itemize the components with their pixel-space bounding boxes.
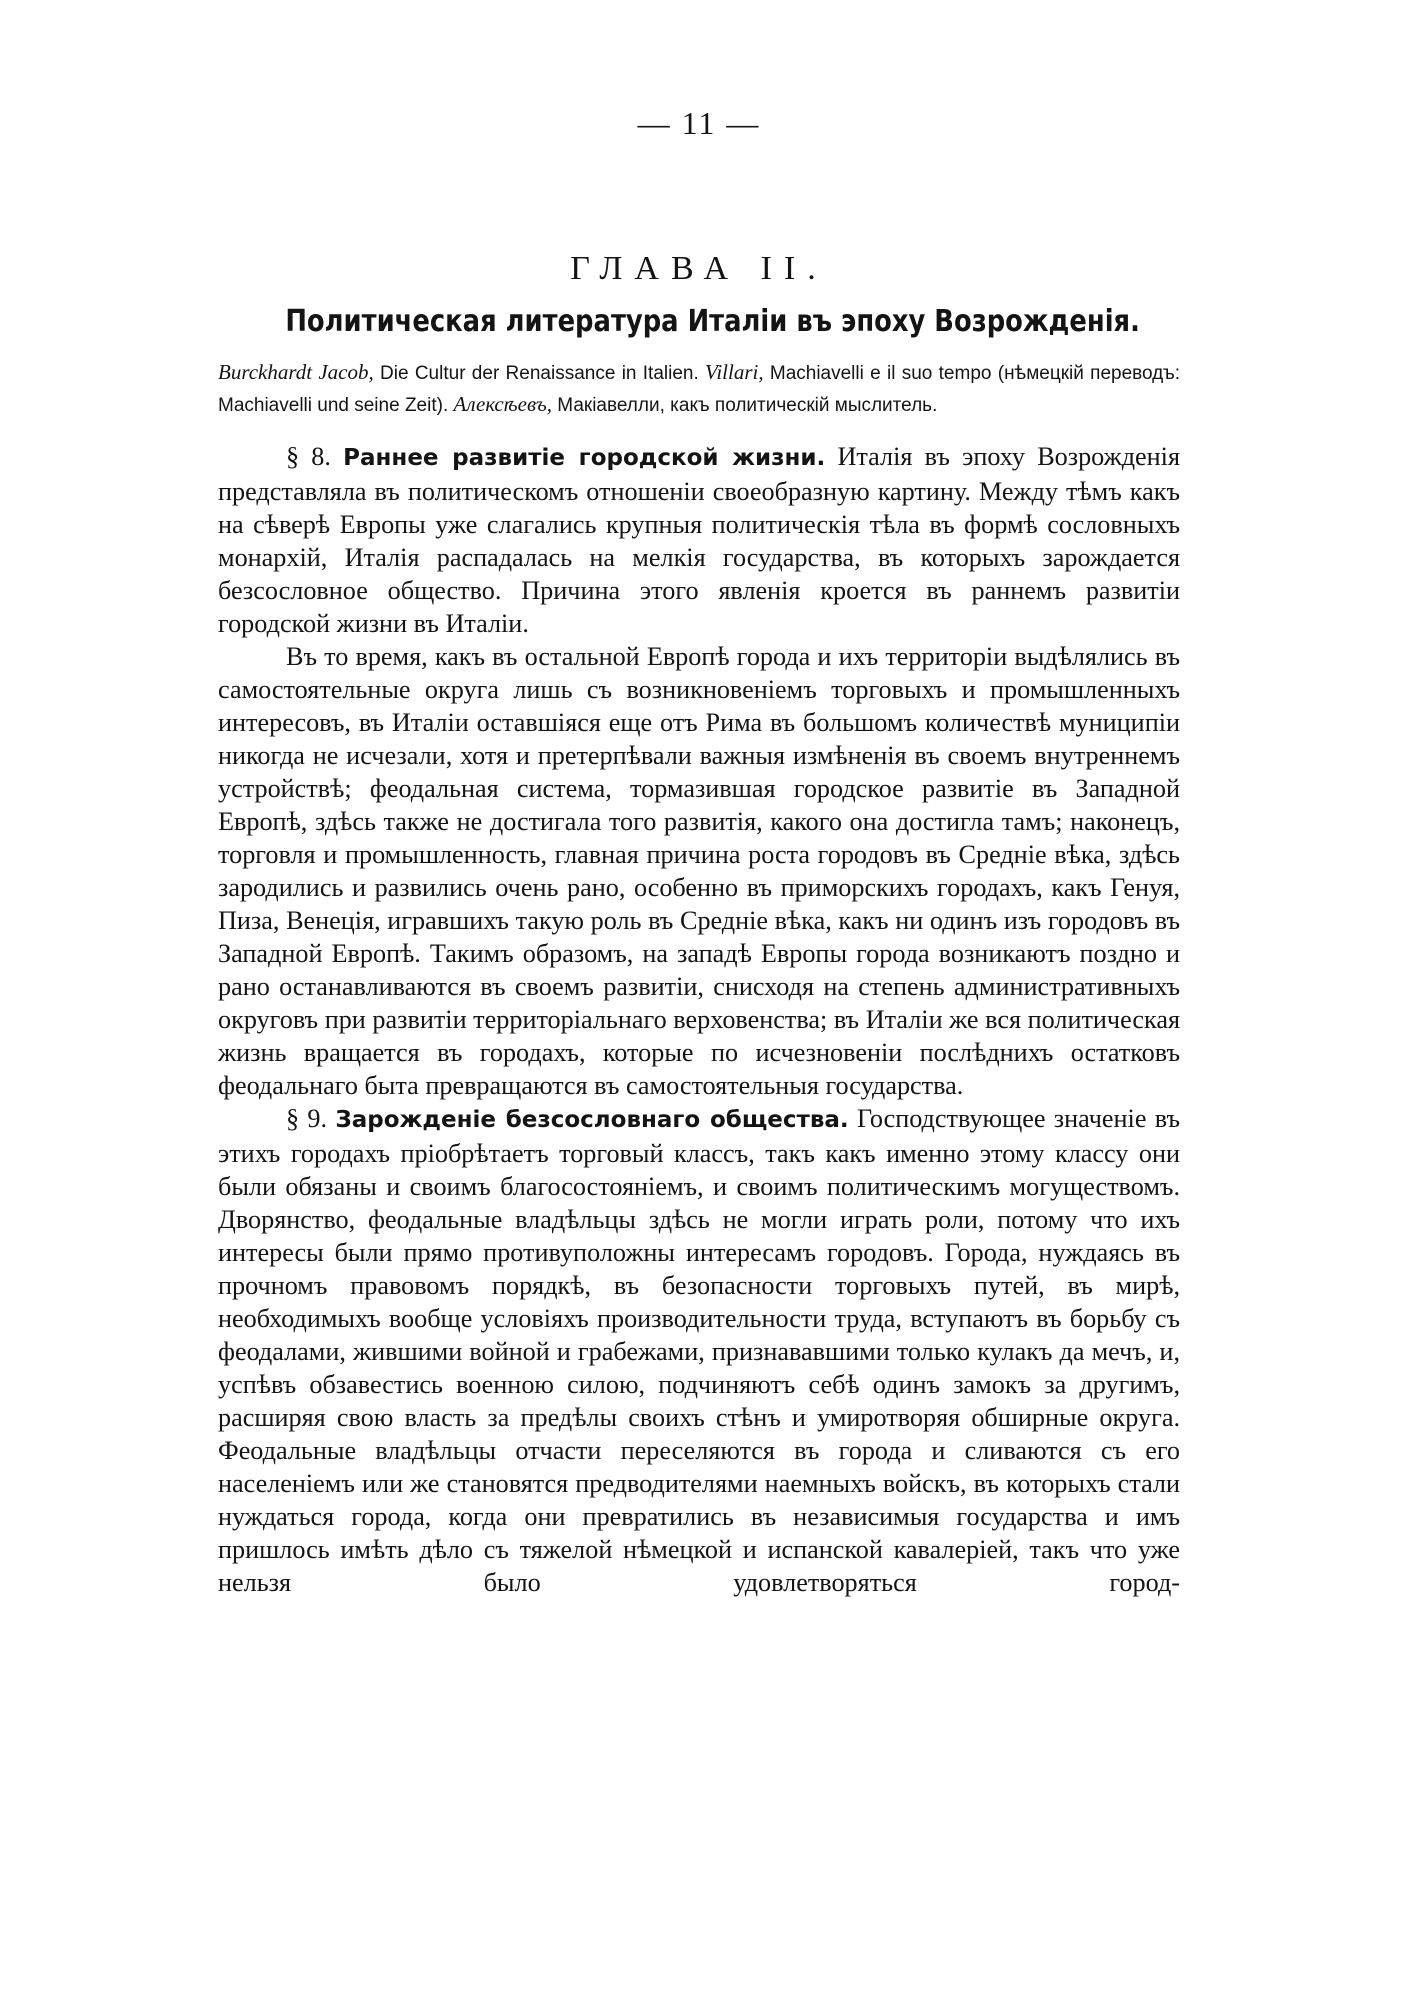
section-8-paragraph-2: Въ то время, какъ въ остальной Европѣ города и ихъ территоріи выдѣлялись въ самостоятельные округа лишь съ возникновеніемъ торговыхъ и промышленныхъ интересовъ, въ Италіи оставшіяся еще отъ Рима въ большомъ количествѣ муниципіи никогда не исчезали, хотя и претерпѣвали важныя измѣненія въ своемъ внутреннемъ устройствѣ; феодальная система, тормазившая городское развитіе въ Западной Европѣ, здѣсь также не достигала того развитія, какого она достигла тамъ; наконецъ, торговля и промышленность, главная причина роста городовъ въ Средніе вѣка, здѣсь зародились и развились очень рано, особенно въ приморскихъ городахъ, какъ Генуя, Пиза, Венеція, игравшихъ такую роль въ Средніе вѣка, какъ ни одинъ изъ городовъ въ Западной Европѣ. Такимъ образомъ, на западѣ Европы города возникаютъ поздно и рано останавливаются въ своемъ развитіи, снисходя на степень административныхъ округовъ при развитіи территоріальнаго верховенства; въ Италіи же вся политическая жизнь вращается въ городахъ, которые по исчезновеніи послѣднихъ остатковъ феодальнаго быта превращаются въ самостоятельныя государства. (218, 642, 1180, 1100)
chapter-label: ГЛАВА II. (570, 250, 828, 287)
bibliography (218, 357, 1180, 421)
bibliography-author-alekseev: Алексѣевъ, (453, 392, 552, 416)
section-8-number: § 8. (286, 442, 344, 471)
chapter-title: Политическая литература Италіи въ эпоху Возрожденія. (285, 304, 1140, 339)
section-9-title: Зарожденіе безсословнаго общества. (335, 1107, 849, 1133)
section-9-text-1: Господствующее значеніе въ этихъ городахъ пріобрѣтаетъ торговый классъ, такъ какъ именно этому классу они были обязаны и своимъ благосостояніемъ, и своимъ политическимъ могуществомъ. Дворянство, феодальные владѣльцы здѣсь не могли играть роли, потому что ихъ интересы были прямо противуположны интересамъ городовъ. Города, нуждаясь въ прочномъ правовомъ порядкѣ, въ безопасности торговыхъ путей, въ мирѣ, необходимыхъ вообще условіяхъ производительности труда, вступаютъ въ борьбу съ феодалами, жившими войной и грабежами, признававшими только кулакъ да мечъ, и, успѣвъ обзавестись военною силою, подчиняютъ себѣ одинъ замокъ за другимъ, расширяя свою власть за предѣлы своихъ стѣнъ и умиротворяя обширные округа. Феодальные владѣльцы отчасти переселяются въ города и сливаются съ его населеніемъ или же становятся предводителями наемныхъ войскъ, въ которыхъ стали нуждаться города, когда они превратились въ независимыя государства и имъ пришлось имѣть дѣло съ тяжелой нѣмецкой и испанской кавалеріей, такъ что уже нельзя было удовлетворяться город- (218, 1104, 1181, 1597)
bibliography-work-villari: Machiavelli e il suo tempo (нѣмецкій переводъ: Machiavelli und seine Zeit). (218, 363, 1180, 416)
bibliography-work-burckhardt: Die Cultur der Renaissance in Italien. (373, 363, 706, 384)
section-8-text-1: Италія въ эпоху Возрожденія представляла въ политическомъ отношеніи своеобразную картину. Между тѣмъ какъ на сѣверѣ Европы уже слагались крупныя политическія тѣла въ формѣ сословныхъ монархій, Италія распадалась на мелкія государства, въ которыхъ зарождается безсословное общество. Причина этого явленія кроется въ раннемъ развитіи городской жизни въ Италіи. (218, 442, 1181, 638)
bibliography-author-villari: Villari, (705, 360, 764, 384)
section-8-paragraph-1 (218, 440, 1180, 640)
section-8-title: Раннее развитіе городской жизни. (343, 445, 826, 471)
section-9-paragraph-1 (218, 1102, 1180, 1599)
bibliography-work-alekseev: Макіавелли, какъ политическій мыслитель. (552, 395, 938, 416)
document-page (218, 105, 1180, 1599)
section-9-number: § 9. (286, 1104, 336, 1133)
page-number: — 11 — (637, 105, 761, 141)
bibliography-author-burckhardt: Burckhardt Jacob, (218, 360, 374, 384)
